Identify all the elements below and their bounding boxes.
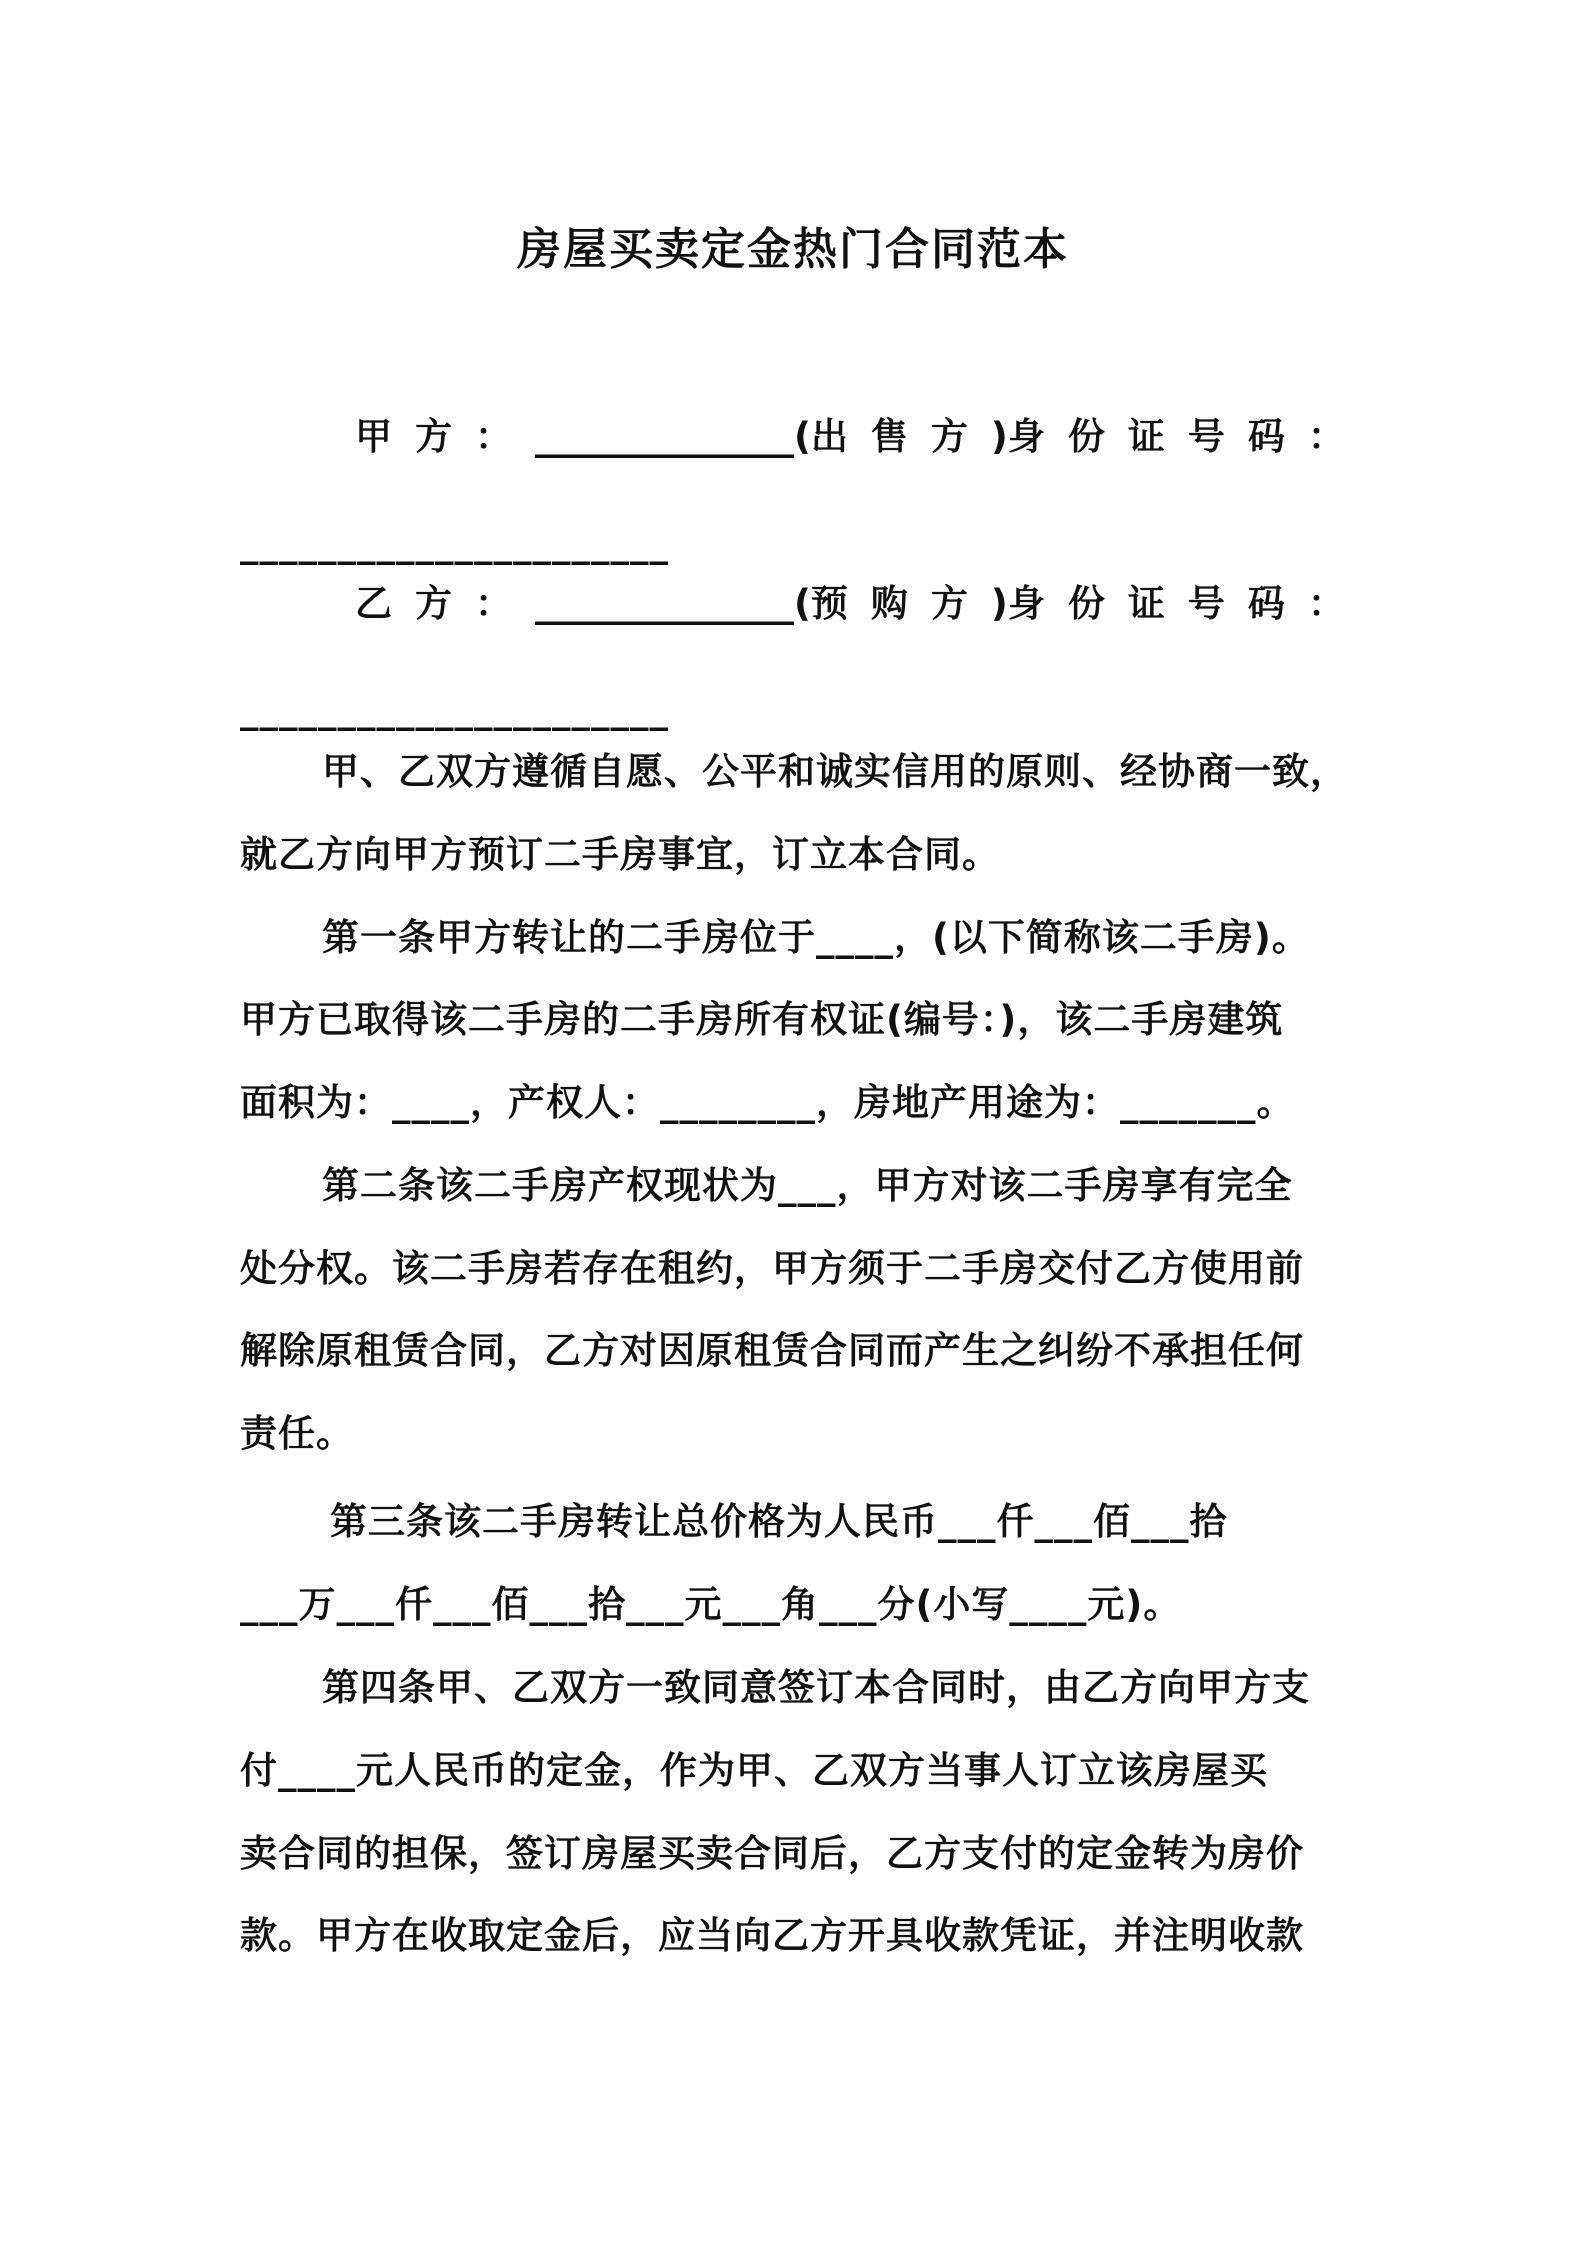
party-b-char: 号 [1187, 582, 1225, 625]
paragraph-line: 第三条该二手房转让总价格为人民币___仟___佰___拾 [330, 1500, 1228, 1543]
party-a-char: ： [475, 415, 512, 458]
party-b-char: 码 [1247, 582, 1285, 625]
paragraph-line: ___万___仟___佰___拾___元___角___分(小写____元)。 [240, 1583, 1182, 1626]
party-a-char: ______________(出 [535, 415, 848, 458]
party-a-char: )身 [990, 415, 1045, 458]
party-a-char: 方 [930, 415, 968, 458]
party-b-char: 方 [415, 582, 452, 625]
party-b-char: 乙 [355, 582, 392, 625]
party-b-char: )身 [990, 582, 1045, 625]
party-b-char: 份 [1067, 582, 1105, 625]
party-a-char: 证 [1127, 415, 1165, 458]
party-a-char: 码 [1247, 415, 1285, 458]
party-a-char: 方 [415, 415, 452, 458]
paragraph-line: 第二条该二手房产权现状为___，甲方对该二手房享有完全 [322, 1164, 1293, 1207]
paragraph-line: 甲方已取得该二手房的二手房所有权证(编号：)，该二手房建筑 [240, 998, 1284, 1041]
party-a-line [355, 413, 1345, 461]
paragraph-line: 第四条甲、乙双方一致同意签订本合同时，由乙方向甲方支 [322, 1666, 1310, 1709]
paragraph-line: 解除原租赁合同，乙方对因原租赁合同而产生之纠纷不承担任何 [240, 1329, 1304, 1372]
party-a-id-line: ______________________ [240, 522, 669, 565]
document-title: 房屋买卖定金热门合同范本 [517, 224, 1069, 275]
party-b-char: ： [1307, 582, 1345, 625]
paragraph-line: 付____元人民币的定金，作为甲、乙双方当事人订立该房屋买 [240, 1749, 1268, 1792]
party-a-char: 售 [870, 415, 908, 458]
party-a-char: ： [1307, 415, 1345, 458]
paragraph-line: 第一条甲方转让的二手房位于____，(以下简称该二手房)。 [322, 916, 1310, 959]
party-b-char: ： [475, 582, 512, 625]
party-b-char: 购 [870, 582, 908, 625]
party-b-char: ______________(预 [535, 582, 848, 625]
party-a-char: 份 [1067, 415, 1105, 458]
party-a-char: 号 [1187, 415, 1225, 458]
paragraph-line: 款。甲方在收取定金后，应当向乙方开具收款凭证，并注明收款 [240, 1914, 1304, 1957]
paragraph-line: 责任。 [240, 1412, 354, 1455]
party-a-char: 甲 [355, 415, 392, 458]
paragraph-line: 面积为：____，产权人：________，房地产用途为：_______。 [240, 1081, 1295, 1124]
paragraph-line: 处分权。该二手房若存在租约，甲方须于二手房交付乙方使用前 [240, 1247, 1304, 1290]
party-b-id-line: ______________________ [240, 688, 669, 731]
paragraph-line: 甲、乙双方遵循自愿、公平和诚实信用的原则、经协商一致， [322, 750, 1348, 793]
paragraph-line: 卖合同的担保，签订房屋买卖合同后，乙方支付的定金转为房价 [240, 1832, 1304, 1875]
party-b-line [355, 580, 1345, 628]
party-b-char: 方 [930, 582, 968, 625]
paragraph-line: 就乙方向甲方预订二手房事宜，订立本合同。 [240, 833, 1000, 876]
party-b-char: 证 [1127, 582, 1165, 625]
